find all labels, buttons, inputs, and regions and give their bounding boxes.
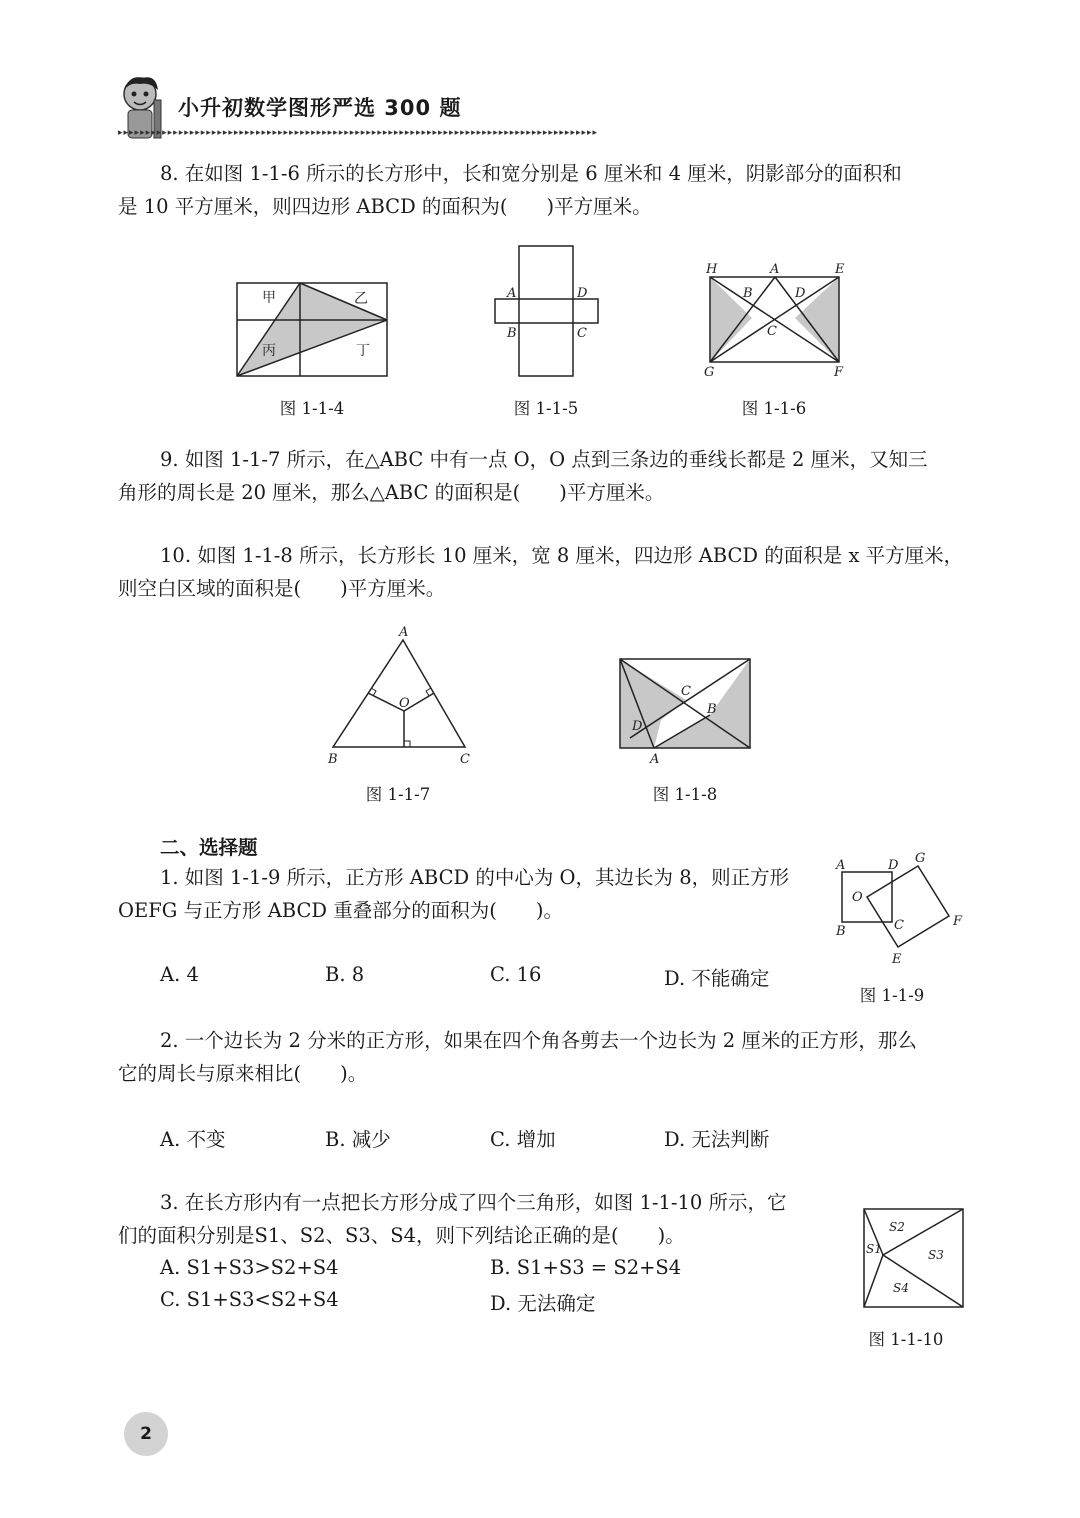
svg-text:O: O (852, 890, 863, 905)
svg-text:C: C (577, 326, 587, 341)
svg-text:G: G (704, 365, 715, 380)
svg-text:B: B (743, 286, 753, 301)
svg-text:B: B (507, 326, 517, 341)
section-2-title: 二、选择题 (160, 836, 258, 859)
problem-10 (118, 539, 968, 605)
svg-text:S2: S2 (889, 1220, 905, 1234)
svg-text:E: E (835, 262, 845, 277)
svg-text:A: A (507, 286, 517, 301)
fig4-label-yi: 乙 (354, 291, 368, 307)
choice-question-3 (118, 1186, 858, 1252)
svg-text:E: E (892, 952, 902, 967)
svg-text:S1: S1 (866, 1242, 882, 1256)
caption-1-1-6: 图 1-1-6 (741, 399, 807, 418)
q2-option-d: D. 无法判断 (664, 1128, 770, 1151)
caption-1-1-9: 图 1-1-9 (859, 986, 925, 1005)
svg-text:D: D (577, 286, 588, 301)
svg-text:F: F (953, 914, 963, 929)
q3-option-d: D. 无法确定 (490, 1292, 596, 1315)
svg-text:B: B (836, 924, 846, 939)
q1-line1: 1. 如图 1-1-9 所示，正方形 ABCD 的中心为 O，其边长为 8，则正方形 (160, 866, 790, 889)
fig4-label-ding: 丁 (356, 343, 370, 359)
figure-1-1-5 (495, 246, 598, 376)
q3-option-b: B. S1+S3 = S2+S4 (490, 1256, 682, 1279)
svg-text:G: G (915, 851, 926, 866)
svg-text:C: C (767, 324, 777, 339)
figure-1-1-4 (237, 283, 387, 376)
svg-text:F: F (834, 365, 844, 380)
figure-1-1-10 (855, 1200, 970, 1315)
svg-text:C: C (894, 918, 904, 933)
svg-text:O: O (399, 696, 410, 711)
q1-option-c: C. 16 (490, 963, 542, 986)
caption-1-1-10: 图 1-1-10 (868, 1330, 944, 1349)
caption-1-1-5: 图 1-1-5 (513, 399, 579, 418)
q2-option-a: A. 不变 (160, 1128, 226, 1151)
q2-option-c: C. 增加 (490, 1128, 556, 1151)
q2-option-b: B. 减少 (325, 1128, 391, 1151)
choice-question-1 (118, 861, 838, 927)
svg-text:A: A (399, 625, 409, 640)
q2-line2: 它的周长与原来相比( )。 (118, 1062, 368, 1085)
svg-text:S4: S4 (893, 1281, 909, 1295)
figure-1-1-9 (830, 848, 970, 970)
choice-question-2 (118, 1024, 968, 1090)
problem-9 (118, 443, 968, 509)
svg-text:D: D (632, 719, 643, 734)
header-arrow-divider: ▸▸▸▸▸▸▸▸▸▸▸▸▸▸▸▸▸▸▸▸▸▸▸▸▸▸▸▸▸▸▸▸▸▸▸▸▸▸▸▸▸▸▸▸▸▸▸▸▸▸▸▸▸▸▸▸▸▸▸▸▸▸▸▸▸▸▸▸▸▸▸▸▸▸▸▸▸▸▸▸▸▸▸▸▸▸▸ (118, 128, 599, 138)
q1-option-a: A. 4 (160, 963, 199, 986)
svg-text:S3: S3 (928, 1248, 944, 1262)
svg-text:B: B (707, 702, 717, 717)
svg-text:B: B (328, 752, 338, 767)
problem-9-line1: 9. 如图 1-1-7 所示，在△ABC 中有一点 O，O 点到三条边的垂线长都是 2 厘米，又知三 (160, 448, 928, 471)
caption-1-1-8: 图 1-1-8 (652, 785, 718, 804)
q3-line1: 3. 在长方形内有一点把长方形分成了四个三角形，如图 1-1-10 所示，它 (160, 1191, 787, 1214)
svg-text:A: A (770, 262, 780, 277)
fig4-label-bing: 丙 (262, 343, 276, 359)
q1-option-b: B. 8 (325, 963, 365, 986)
page-number-badge: 2 (124, 1412, 168, 1456)
q1-option-d: D. 不能确定 (664, 967, 770, 990)
problem-10-line2: 则空白区域的面积是( )平方厘米。 (118, 577, 446, 600)
svg-text:C: C (681, 684, 691, 699)
svg-text:A: A (836, 858, 846, 873)
q1-line2: OEFG 与正方形 ABCD 重叠部分的面积为( )。 (118, 899, 563, 922)
figure-1-1-6 (704, 262, 845, 380)
svg-text:H: H (706, 262, 718, 277)
problem-8-line2: 是 10 平方厘米，则四边形 ABCD 的面积为( )平方厘米。 (118, 195, 652, 218)
problem-9-line2: 角形的周长是 20 厘米，那么△ABC 的面积是( )平方厘米。 (118, 481, 665, 504)
problem-8-line1: 8. 在如图 1-1-6 所示的长方形中，长和宽分别是 6 厘米和 4 厘米，阴影部分的面积和 (160, 162, 902, 185)
svg-text:A: A (650, 752, 660, 767)
svg-text:D: D (795, 286, 806, 301)
caption-1-1-7: 图 1-1-7 (365, 785, 431, 804)
problem-10-line1: 10. 如图 1-1-8 所示，长方形长 10 厘米，宽 8 厘米，四边形 ABCD 的面积是 x 平方厘米， (160, 544, 964, 567)
q3-option-c: C. S1+S3<S2+S4 (160, 1288, 339, 1311)
fig4-label-jia: 甲 (262, 290, 276, 306)
figure-1-1-8 (620, 659, 750, 767)
book-title: 小升初数学图形严选 300 题 (178, 96, 462, 120)
svg-text:C: C (460, 752, 470, 767)
q3-option-a: A. S1+S3>S2+S4 (160, 1256, 339, 1279)
svg-text:D: D (888, 858, 899, 873)
figures-row-2 (0, 620, 1080, 770)
figure-1-1-7 (327, 625, 470, 767)
figures-row-1 (0, 240, 1080, 390)
caption-1-1-4: 图 1-1-4 (279, 399, 345, 418)
q3-line2: 们的面积分别是S1、S2、S3、S4，则下列结论正确的是( )。 (118, 1224, 685, 1247)
problem-8 (118, 157, 968, 223)
q2-line1: 2. 一个边长为 2 分米的正方形，如果在四个角各剪去一个边长为 2 厘米的正方形，那么 (160, 1029, 917, 1052)
